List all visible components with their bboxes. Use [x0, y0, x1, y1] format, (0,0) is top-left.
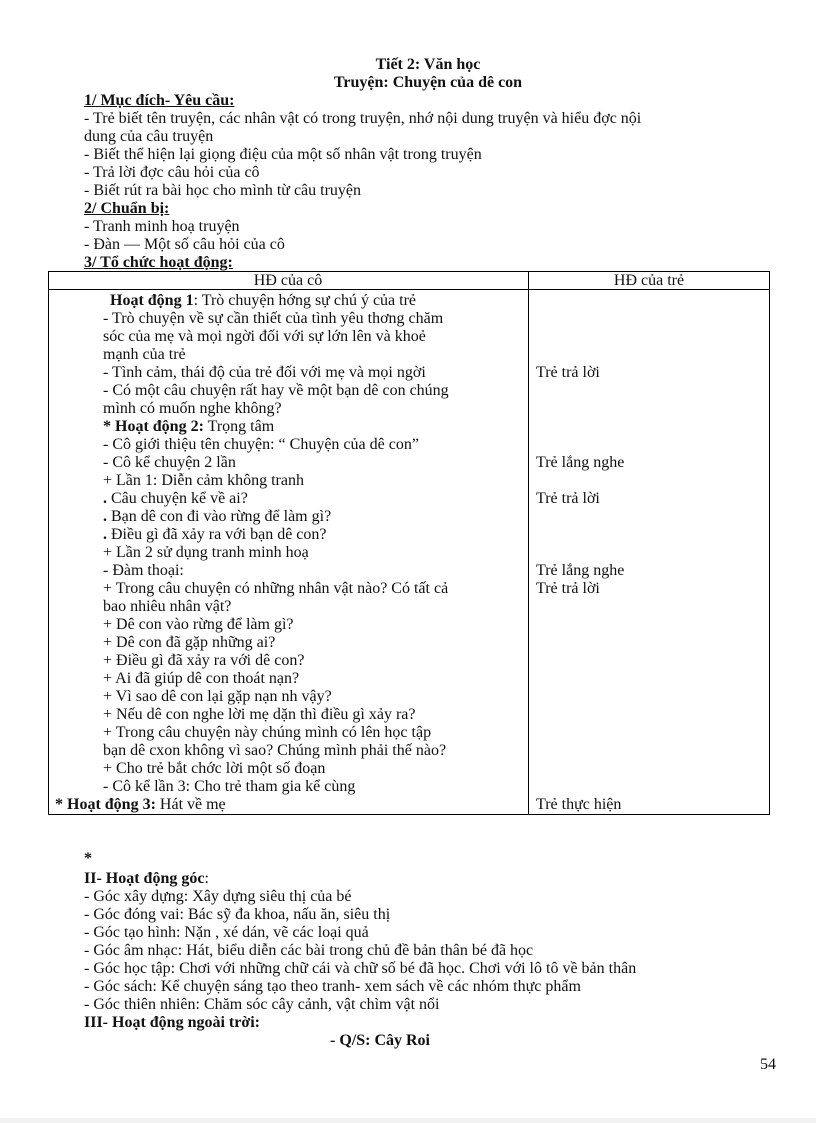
section1-line: - Biết thể hiện lại giọng điệu của một số nhân vật trong truyện — [84, 146, 482, 163]
bullet-dot: . — [103, 490, 107, 507]
bullet-dot: . — [103, 508, 107, 525]
activity-2-line — [103, 418, 274, 436]
teacher-line: + Dê con vào rừng để làm gì? — [103, 616, 294, 633]
child-response: Trẻ lắng nghe — [536, 454, 625, 471]
part3-subheading: - Q/S: Cây Roi — [330, 1032, 430, 1049]
col-header-teacher: HĐ của cô — [253, 272, 323, 289]
child-response: Trẻ thực hiện — [536, 796, 622, 813]
corner-activity-line: - Góc sách: Kể chuyện sáng tạo theo tranh- xem sách về các nhóm thực phẩm — [84, 978, 581, 995]
teacher-line: sóc của mẹ và mọi ngời đối với sự lớn lên và khoẻ — [103, 328, 426, 345]
child-response: Trẻ trả lời — [536, 364, 600, 381]
part2-heading: II- Hoạt động góc — [84, 870, 205, 887]
section1-heading: 1/ Mục đích- Yêu cầu: — [84, 92, 235, 109]
child-response: Trẻ trả lời — [536, 580, 600, 597]
teacher-line: mạnh của trẻ — [103, 346, 186, 363]
teacher-line: - Có một câu chuyện rất hay về một bạn dê con chúng — [103, 382, 449, 399]
activity-2-text: Trọng tâm — [203, 418, 275, 435]
activity-3-line — [55, 796, 226, 814]
part3-heading: III- Hoạt động ngoài trời: — [84, 1014, 260, 1031]
activity-1-text: : Trò chuyện hớng sự chú ý của trẻ — [193, 292, 417, 309]
activity-3-label: * Hoạt động 3: — [55, 796, 156, 813]
teacher-line: bao nhiêu nhân vật? — [103, 598, 232, 615]
activity-1-label: Hoạt động 1 — [110, 292, 194, 309]
corner-activity-line: - Góc tạo hình: Nặn , xé dán, vẽ các loại quả — [84, 924, 369, 941]
part2-star: * — [84, 850, 92, 867]
activity-2-label: Hoạt động 2: — [115, 418, 204, 435]
teacher-line: - Cô kể chuyện 2 lần — [103, 454, 236, 471]
teacher-line: - Cô kể lần 3: Cho trẻ tham gia kể cùng — [103, 778, 356, 795]
table-column-divider — [528, 271, 529, 814]
section1-line: - Biết rút ra bài học cho mình từ câu truyện — [84, 182, 362, 199]
activity-3-text: Hát về mẹ — [155, 796, 226, 813]
teacher-line — [103, 508, 331, 526]
child-response: Trẻ lắng nghe — [536, 562, 625, 579]
teacher-line: + Lần 1: Diễn cảm không tranh — [103, 472, 304, 489]
section3-heading: 3/ Tổ chức hoạt động: — [84, 254, 233, 271]
teacher-line — [103, 490, 248, 508]
activity-2-star: * — [103, 418, 115, 435]
section2-line: - Đàn — Một số câu hỏi của cô — [84, 236, 285, 253]
section2-heading: 2/ Chuẩn bị: — [84, 200, 170, 217]
page-bottom-edge — [0, 1118, 816, 1123]
bullet-dot: . — [103, 526, 107, 543]
corner-activity-line: - Góc âm nhạc: Hát, biểu diễn các bài trong chủ đề bản thân bé đã học — [84, 942, 534, 959]
teacher-line: + Trong câu chuyện có những nhân vật nào? Có tất cả — [103, 580, 449, 597]
teacher-question: Bạn dê con đi vào rừng để làm gì? — [107, 508, 332, 525]
story-title: Truyện: Chuyện của dê con — [333, 74, 523, 91]
teacher-line: - Đàm thoại: — [103, 562, 184, 579]
teacher-line: - Tình cảm, thái độ của trẻ đối với mẹ và mọi ngời — [103, 364, 426, 381]
teacher-question: Điều gì đã xảy ra với bạn dê con? — [107, 526, 327, 543]
section1-line: - Trẻ biết tên truyện, các nhân vật có trong truyện, nhớ nội dung truyện và hiểu đợc nội — [84, 110, 642, 127]
teacher-line: bạn dê cxon không vì sao? Chúng mình phải thế nào? — [103, 742, 447, 759]
teacher-line: - Cô giới thiệu tên chuyện: “ Chuyện của dê con” — [103, 436, 419, 453]
teacher-line: + Ai đã giúp dê con thoát nạn? — [103, 670, 300, 687]
corner-activity-line: - Góc xây dựng: Xây dựng siêu thị của bé — [84, 888, 352, 905]
teacher-question: Câu chuyện kể về ai? — [107, 490, 248, 507]
section1-line: - Trả lời đợc câu hỏi của cô — [84, 164, 260, 181]
corner-activity-line: - Góc thiên nhiên: Chăm sóc cây cảnh, vật chìm vật nổi — [84, 996, 440, 1013]
corner-activity-line: - Góc học tập: Chơi với những chữ cái và chữ số bé đã học. Chơi với lô tô về bản thân — [84, 960, 637, 977]
activity-1-line — [110, 292, 416, 310]
col-header-child: HĐ của trẻ — [613, 272, 685, 289]
teacher-line: + Nếu dê con nghe lời mẹ dặn thì điều gì xảy ra? — [103, 706, 416, 723]
page-number: 54 — [760, 1056, 776, 1073]
teacher-line: + Cho trẻ bắt chớc lời một số đoạn — [103, 760, 326, 777]
part2-heading-colon: : — [204, 870, 209, 887]
section1-line: dung của câu truyện — [84, 128, 214, 145]
teacher-line: + Lần 2 sử dụng tranh minh hoạ — [103, 544, 309, 561]
teacher-line: + Điều gì đã xảy ra với dê con? — [103, 652, 305, 669]
part2-heading-line — [84, 870, 209, 888]
section2-line: - Tranh minh hoạ truyện — [84, 218, 240, 235]
lesson-title: Tiết 2: Văn học — [375, 56, 481, 73]
teacher-line: + Dê con đã gặp những ai? — [103, 634, 276, 651]
teacher-line: + Vì sao dê con lại gặp nạn nh vậy? — [103, 688, 332, 705]
child-response: Trẻ trả lời — [536, 490, 600, 507]
corner-activity-line: - Góc đóng vai: Bác sỹ đa khoa, nấu ăn, siêu thị — [84, 906, 391, 923]
teacher-line: + Trong câu chuyện này chúng mình có lên học tập — [103, 724, 432, 741]
teacher-line: - Trò chuyện về sự cần thiết của tình yêu thơng chăm — [103, 310, 444, 327]
teacher-line: mình có muốn nghe không? — [103, 400, 282, 417]
teacher-line — [103, 526, 327, 544]
